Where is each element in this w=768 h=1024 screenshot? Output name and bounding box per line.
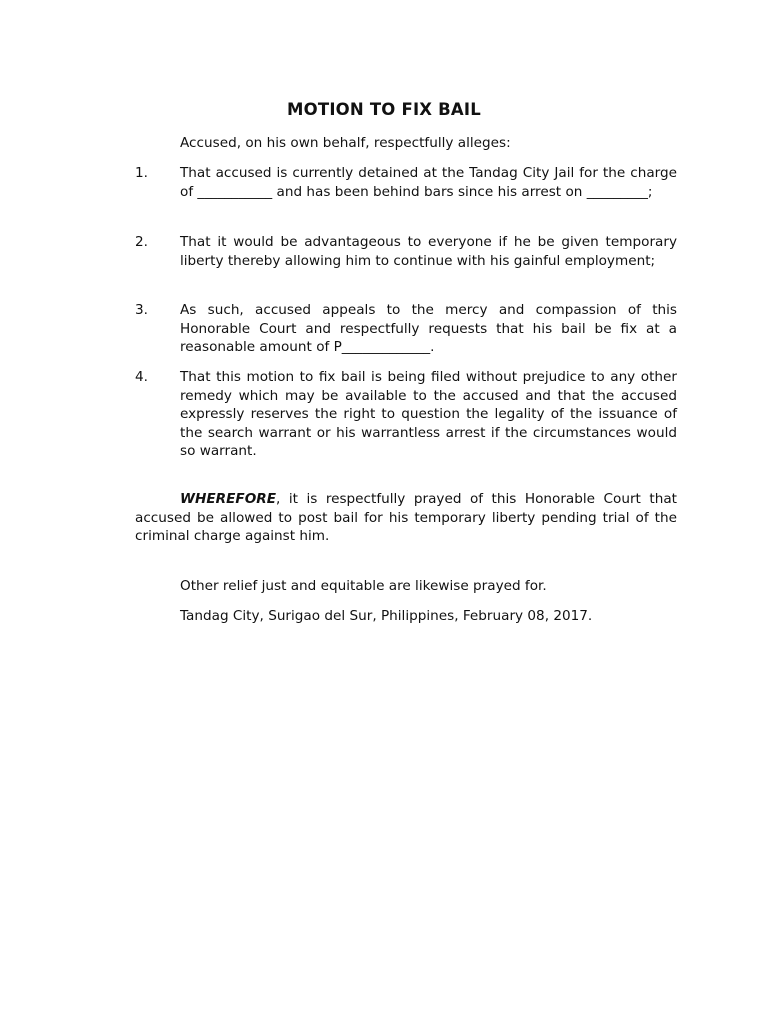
item-number: 4.: [135, 369, 148, 385]
intro-paragraph: Accused, on his own behalf, respectfully alleges:: [180, 135, 511, 151]
item-text: That this motion to fix bail is being filed without prejudice to any other remedy which may be available to the accused and that the accused expressly reserves the right to question the legality of the issuance of the search warrant or his warrantless arrest if the circumstances would so warrant.: [180, 369, 677, 460]
prayer-paragraph: [135, 490, 677, 546]
document-title: MOTION TO FIX BAIL: [287, 100, 481, 119]
relief-paragraph: Other relief just and equitable are likewise prayed for.: [180, 578, 547, 594]
item-text: That it would be advantageous to everyone if he be given temporary liberty thereby allowing him to continue with his gainful employment;: [180, 234, 677, 269]
item-number: 3.: [135, 302, 148, 318]
item-text: That accused is currently detained at the Tandag City Jail for the charge of ___________ and has been behind bars since his arrest on _________;: [180, 165, 677, 200]
prayer-text: , it is respectfully prayed of this Honorable Court that accused be allowed to post bail for his temporary liberty pending trial of the criminal charge against him.: [135, 491, 677, 545]
item-text: As such, accused appeals to the mercy and compassion of this Honorable Court and respectfully requests that his bail be fix at a reasonable amount of P_____________.: [180, 302, 677, 356]
wherefore-keyword: WHEREFORE: [180, 491, 277, 507]
item-number: 1.: [135, 165, 148, 181]
dateline: Tandag City, Surigao del Sur, Philippines, February 08, 2017.: [180, 608, 593, 624]
item-number: 2.: [135, 234, 148, 250]
